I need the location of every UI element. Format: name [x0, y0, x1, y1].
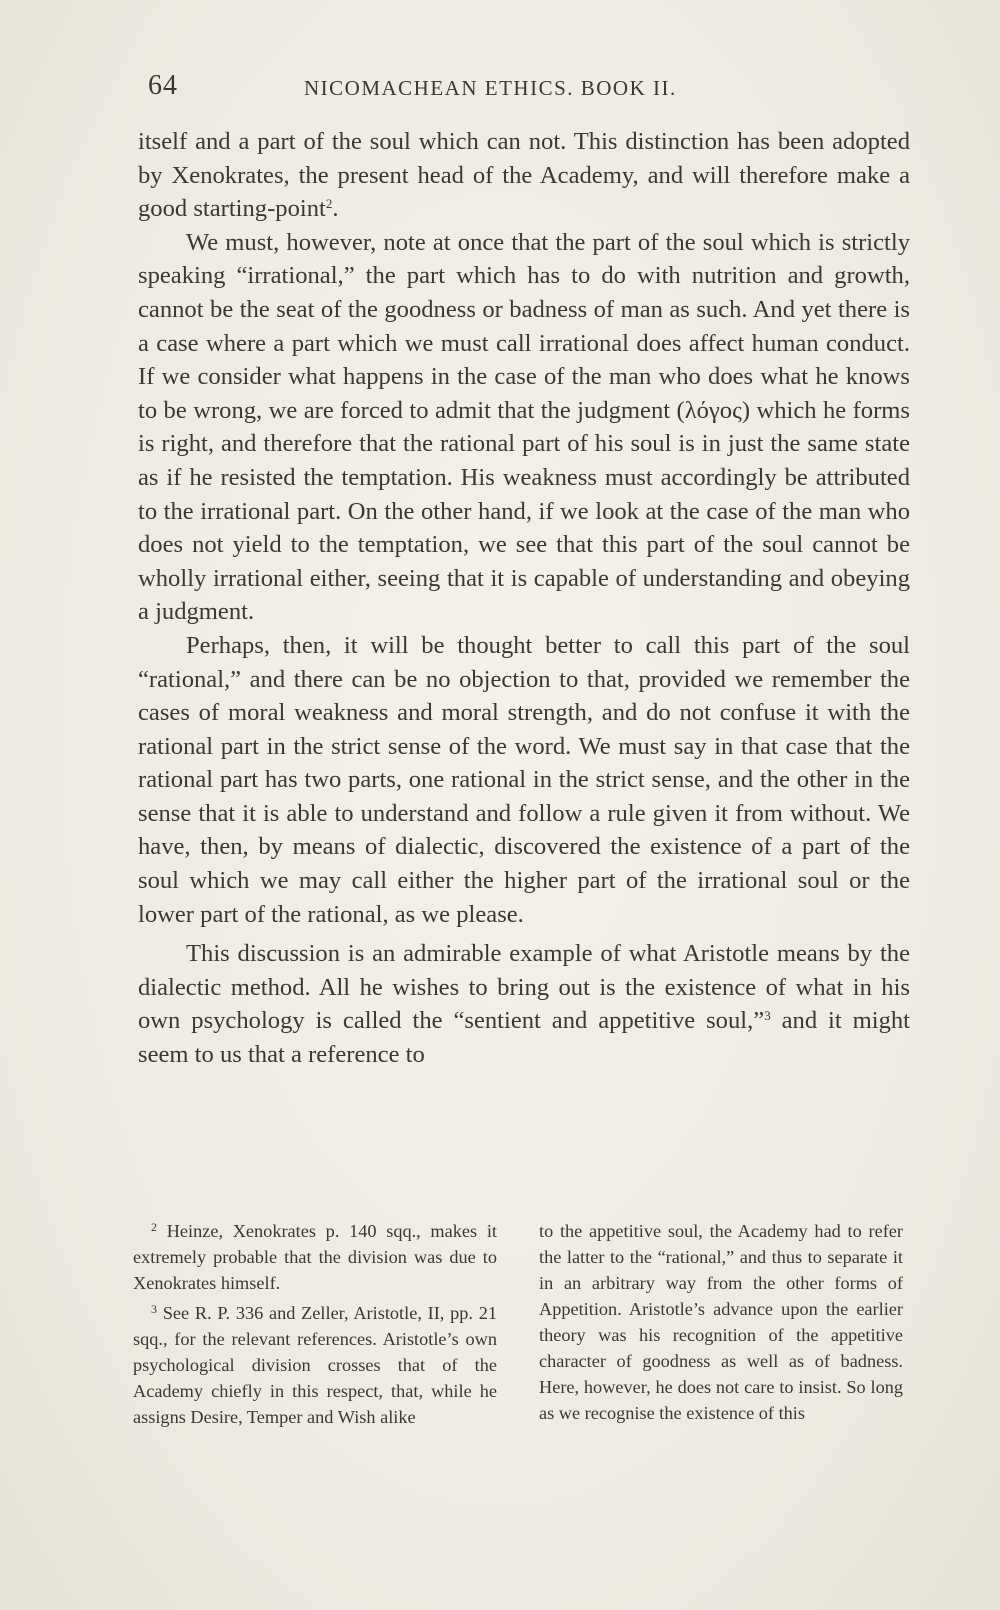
- footnotes: [133, 1218, 903, 1430]
- footnote-3-text: See R. P. 336 and Zeller, Aristotle, II, pp. 21 sqq., for the relevant references. Aristotle’s own psychological division crosses that of the Academy chiefly in this respect, that, while he assigns Desire, Temper and Wish alike: [133, 1303, 497, 1427]
- paragraph-1-end: .: [332, 195, 339, 223]
- footnote-3-continued: to the appetitive soul, the Academy had to refer the latter to the “rational,” and thus to separate it in an arbitrary way from the other forms of Appetition. Aristotle’s advance upon the earlier theory was his recognition of the appetitive character of goodness as well as of badness. Here, however, he does not care to insist. So long as we recognise the existence of this: [539, 1221, 903, 1423]
- paragraph-4-end: and it might seem to us that a reference to: [138, 1007, 910, 1069]
- paragraph-1-text: itself and a part of the soul which can not. This distinction has been adopted by Xenokrates, the present head of the Academy, and will therefore make a good starting-point: [138, 128, 910, 223]
- footnote-column-right: [539, 1218, 903, 1430]
- footnote-2-text: Heinze, Xenokrates p. 140 sqq., makes it extremely probable that the division was due to Xenokrates himself.: [133, 1221, 497, 1293]
- running-head: NICOMACHEAN ETHICS. BOOK II.: [304, 76, 677, 100]
- page-number: 64: [148, 70, 178, 101]
- footnote-ref-2: 2: [325, 196, 333, 212]
- main-text: [138, 125, 910, 1072]
- footnote-2-mark: 2: [151, 1220, 157, 1234]
- footnote-3-mark: 3: [151, 1302, 157, 1316]
- footnote-column-left: [133, 1218, 497, 1430]
- footnote-3: [133, 1300, 497, 1430]
- footnote-2: [133, 1218, 497, 1296]
- paragraph-2: We must, however, note at once that the part of the soul which is strictly speaking “irrational,” the part which has to do with nutrition and growth, cannot be the seat of the goodness or badness of man as such. And yet there is a case where a part which we must call irrational does affect human conduct. If we consider what happens in the case of the man who does what he knows to be wrong, we are forced to admit that the judgment (λόγος) which he forms is right, and therefore that the rational part of his soul is in just the same state as if he resisted the temptation. His weakness must accordingly be attributed to the irrational part. On the other hand, if we look at the case of the man who does not yield to the temptation, we see that this part of the soul cannot be wholly irrational either, seeing that it is capable of understanding and obeying a judgment.: [138, 228, 910, 626]
- paragraph-3: Perhaps, then, it will be thought better to call this part of the soul “rational,” and there can be no objection to that, provided we remember the cases of moral weakness and moral strength, and do not confuse it with the rational part in the strict sense of the word. We must say in that case that the rational part has two parts, one rational in the strict sense, and the other in the sense that it is able to understand and follow a rule given it from without. We have, then, by means of dialectic, discovered the existence of a part of the soul which we may call either the higher part of the irrational soul or the lower part of the rational, as we please.: [138, 631, 910, 928]
- footnote-ref-3: 3: [764, 1008, 771, 1024]
- paragraph-4-text: This discussion is an admirable example of what Aristotle means by the dialectic method. All he wishes to bring out is the existence of what in his own psychology is called the “sentient and appetitive soul,”: [138, 940, 910, 1035]
- paragraph-1: [138, 125, 910, 226]
- paragraph-4: [138, 937, 910, 1071]
- page-header: [148, 70, 908, 110]
